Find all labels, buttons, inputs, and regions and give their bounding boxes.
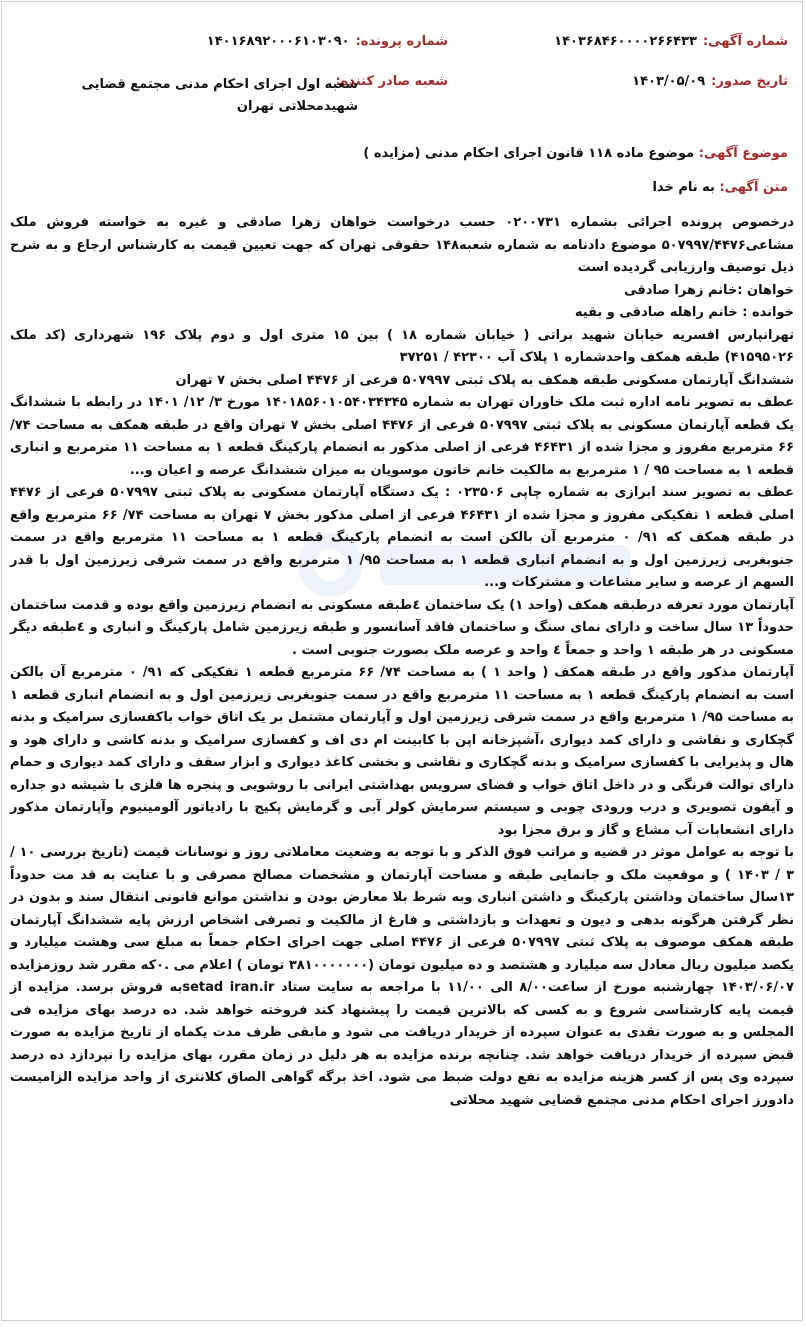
- file-number-value: ۱۴۰۱۶۸۹۲۰۰۰۶۱۰۳۰۹۰: [206, 34, 350, 49]
- ad-text-label: متن آگهی:: [719, 180, 788, 195]
- branch-value: شعبه اول اجرای احکام مدنی مجتمع قضایی شهیدمحلاتی تهران: [81, 77, 358, 114]
- body-paragraph: درخصوص پرونده اجرائی بشماره ۰۲۰۰۷۳۱ حسب درخواست خواهان زهرا صادقی و غیره به خواسته فروش ملک مشاعی۵۰۷۹۹۷/۴۴۷۶ موضوع دادنامه به شماره شعبه۱۴۸ حقوقی تهران که جهت تعیین قیمت به کارشناس ارجاع و به شرح ذیل توصیف وارزیابی گردیده است: [10, 215, 794, 275]
- issue-date-label: تاریخ صدور:: [711, 74, 788, 89]
- ad-number-label: شماره آگهی:: [702, 34, 788, 49]
- ad-number-value: ۱۴۰۳۶۸۴۶۰۰۰۰۲۶۶۴۳۳: [554, 34, 697, 49]
- file-number: [207, 34, 448, 49]
- ad-body: [10, 212, 794, 1112]
- body-paragraph: ششدانگ آپارتمان مسکونی طبقه همکف به پلاک ثبتی ۵۰۷۹۹۷ فرعی از ۴۴۷۶ اصلی بخش ۷ تهران: [175, 372, 794, 388]
- body-paragraph: عطف به تصویر نامه اداره ثبت ملک خاوران تهران به شماره ۱۴۰۱۸۵۶۰۱۰۵۴۰۳۴۳۴۵ مورخ ۳/ ۱۲/ ۱۴۰۱ در رابطه با ششدانگ یک قطعه آپارتمان مسکونی به پلاک ثبتی ۵۰۷۹۹۷ فرعی از ۴۴۷۶ اصلی بخش ۷ تهران واقع در طبقه همکف به مساحت ۷۴/ ۶۶ مترمربع مفروز و مجزا شده از ۴۶۴۳۱ فرعی از اصلی مذکور به انضمام پارکینگ قطعه ۱ به مساحت ۱۱ مترمربع و انباری قطعه ۱ به مساحت ۹۵ / ۱ مترمربع به مالکیت خانم خاتون موسویان به میزان ششدانگ عرصه و اعیان و...: [10, 395, 795, 478]
- body-paragraph: آپارتمان مذکور واقع در طبقه همکف ( واحد ۱ ) به مساحت ۷۴/ ۶۶ مترمربع قطعه ۱ تفکیکی که ۹۱/ ۰ مترمربع آن بالکن است به انضمام پارکینگ قطعه ۱ به مساحت ۱۱ مترمربع واقع در سمت جنوبغربی زیرزمین اول و به انضمام انباری قطعه ۱ به مساحت ۹۵/ ۱ مترمربع واقع در سمت شرقی زیرزمین اول و آپارتمان مشتمل بر یک اتاق خواب باکفسازی سرامیک و بدنه گچکاری و نقاشی و دارای کمد دیواری ،آشپزخانه اپن با کابینت ام دی اف و کفسازی سرامیک و بدنه کاشی و دارای هود و هال و پذیرایی با کفسازی سرامیک و بدنه گچکاری و نقاشی و بخشی کاغذ دیواری و ابزار سقف و دارای کمد دیواری و حمام دارای توالت فرنگی و در داخل اتاق خواب و فضای سرویس بهداشتی ایرانی با روشویی و پنجره ها فلزی با شیشه دو جداره و آیفون تصویری و درب ورودی چوبی و سیستم سرمایش کولر آبی و گرمایش پکیج با رادیاتور آلومینیوم وآپارتمان مذکور دارای انشعابات آب مشاع و گاز و برق مجزا بود: [10, 665, 795, 838]
- subject-text: موضوع ماده ۱۱۸ قانون اجرای احکام مدنی (مزایده ): [363, 146, 695, 161]
- body-paragraph: با توجه به عوامل موثر در قضیه و مراتب فوق الذکر و با توجه به وضعیت معاملاتی روز و نوسانات قیمت (تاریخ بررسی ۱۰ / ۳ / ۱۴۰۳ ) و موقعیت ملک و جانمایی طبقه و مساحت آپارتمان و مشخصات مصالح مصرفی و با عنایت به قد مت حدوداً ۱۳سال ساختمان وداشتن پارکینگ و داشتن انباری وبه شرط بلا معارض بودن و نداشتن موانع قانونی انتقال سند و بدون در نظر گرفتن هرگونه بدهی و دیون و تعهدات و بازداشتی و فارغ از مالکیت و تصرفی اشخاص ارزش پایه ششدانگ آپارتمان طبقه همکف موصوف به پلاک ثبتی ۵۰۷۹۹۷ فرعی از ۴۴۷۶ اصلی جهت اجرای احکام جمعاً به مبلغ سی وهشت میلیارد و یکصد میلیون ریال معادل سه میلیارد و هشتصد و ده میلیون تومان (۳۸۱۰۰۰۰۰۰۰ تومان ) اعلام می .۰که مقرر شد روزمزایده ۱۴۰۳/۰۶/۰۷ چهارشنبه مورخ از ساعت۸/۰۰ الی ۱۱/۰۰ با مراجعه به سایت ستاد setad iran.irبه فروش برسد. مزایده از قیمت پایه کارشناسی شروع و به کسی که بالاترین قیمت را پیشنهاد کند فروخته خواهد شد. ده درصد بهای مزایده فی المجلس و به صورت نقدی به عنوان سپرده از خریدار دریافت می شود و مابقی ظرف مدت یکماه از تاریخ مزایده به صورت قبض سپرده از خریدار دریافت خواهد شد. چنانچه برنده مزایده به هر دلیل در زمان مقرر، بهای مزایده را نپردازد ده درصد سپرده وی پس از کسر هزینه مزایده به نفع دولت ضبط می شود. اخذ برگه گواهی الصاق کلانتری از واحد مزایده الزامیست دادورز اجرای احکام مدنی مجتمع قضایی شهید محلاتی: [10, 845, 794, 1108]
- body-paragraph: عطف به تصویر سند ابرازی به شماره چاپی ۰۲۳۵۰۶ : یک دستگاه آپارتمان مسکونی به پلاک ثبتی ۵۰۷۹۹۷ فرعی از ۴۴۷۶ اصلی قطعه ۱ تفکیکی مفروز و مجزا شده از ۴۶۴۳۱ فرعی از اصلی مذکور بخش ۷ تهران به مساحت ۷۴/ ۶۶ مترمربع واقع در طبقه همکف که ۹۱/ ۰ مترمربع آن بالکن است به انضمام پارکینگ قطعه ۱ به مساحت ۱۱ مترمربع واقع در سمت جنوبغربی زیرزمین اول و به انضمام انباری قطعه ۱ به مساحت ۹۵/ ۱ مترمربع واقع در سمت شرقی زیرزمین اول با قدر السهم از عرصه و سایر مشاعات و مشترکات و...: [10, 485, 795, 590]
- branch-label: شعبه صادر کننده:: [335, 74, 448, 89]
- ad-subject: [363, 146, 788, 161]
- body-paragraph: خوانده : خانم راهله صادقی و بقیه: [574, 305, 794, 320]
- ad-number: [554, 34, 788, 49]
- file-number-label: شماره پرونده:: [355, 34, 448, 49]
- issue-date-value: ۱۴۰۳/۰۵/۰۹: [632, 74, 706, 89]
- ad-text-heading: [652, 180, 788, 195]
- subject-label: موضوع آگهی:: [698, 146, 788, 161]
- ad-text-intro: به نام خدا: [652, 180, 715, 195]
- issue-date: [632, 74, 788, 89]
- body-paragraph: آپارتمان مورد تعرفه درطبقه همکف (واحد ۱) یک ساختمان ٤طبقه مسکونی به انضمام زیرزمین واقع بوده و قدمت ساختمان حدوداً ۱۳ سال ساخت و دارای نمای سنگ و ساختمان فاقد آسانسور و طبقه زیرزمین شامل پارکینگ و انباری و ٤طبقه دیگر مسکونی در هر طبقه ۱ واحد و جمعاً ٤ واحد و عرصه ملک بصورت جنوبی است .: [10, 597, 795, 658]
- body-paragraph: خواهان :خانم زهرا صادقی: [624, 282, 794, 298]
- body-paragraph: تهرانپارس افسریه خیابان شهید براتی ( خیابان شماره ۱۸ ) بین ۱۵ متری اول و دوم پلاک ۱۹۶ شهرداری (کد ملک ۴۱۵۹۵۰۲۶) طبقه همکف واحدشماره ۱ پلاک آب ۴۲۳۰۰ / ۳۷۲۵۱: [10, 327, 794, 365]
